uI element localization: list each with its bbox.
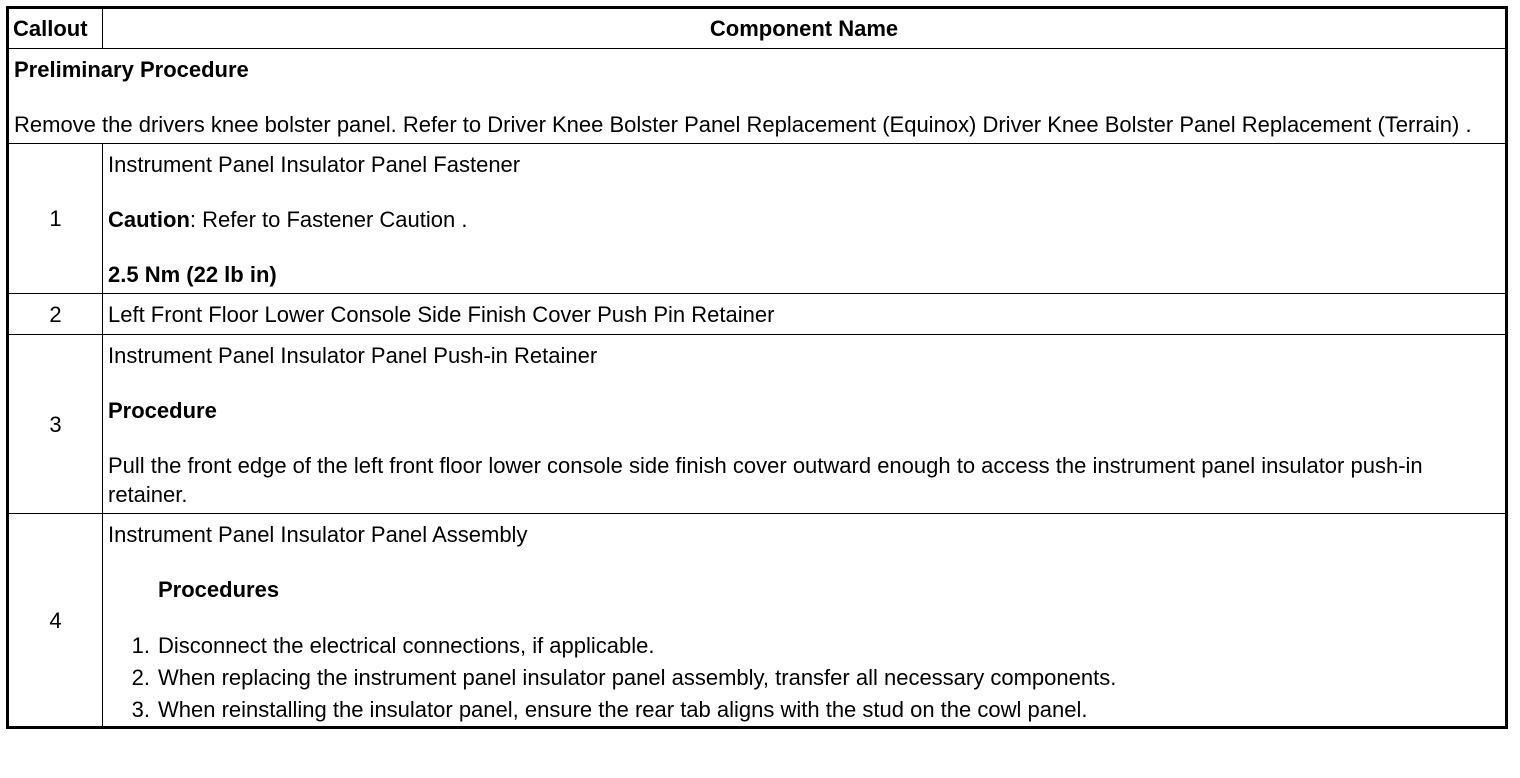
step-index: 2.	[131, 665, 150, 690]
component-cell	[103, 144, 1507, 294]
callout-number: 2	[8, 294, 103, 335]
caution-label: Caution	[108, 207, 190, 232]
step-text: When replacing the instrument panel insulator panel assembly, transfer all necessary components.	[158, 665, 1117, 690]
component-name: Left Front Floor Lower Console Side Finish Cover Push Pin Retainer	[103, 294, 1507, 335]
step-text: Disconnect the electrical connections, if applicable.	[158, 633, 655, 658]
step-index: 3.	[131, 697, 150, 722]
procedures-title: Procedures	[158, 577, 280, 602]
component-cell	[103, 335, 1507, 514]
preliminary-row	[8, 49, 1507, 144]
table-row	[8, 144, 1507, 294]
component-name: Instrument Panel Insulator Panel Fastener	[108, 152, 521, 177]
header-callout: Callout	[8, 8, 103, 49]
component-name: Instrument Panel Insulator Panel Push-in Retainer	[108, 343, 598, 368]
caution-text: : Refer to Fastener Caution .	[189, 207, 468, 232]
component-name: Instrument Panel Insulator Panel Assembly	[108, 522, 528, 547]
caution-note	[108, 205, 1500, 234]
preliminary-title: Preliminary Procedure	[14, 57, 249, 82]
header-row	[8, 8, 1507, 49]
list-item	[131, 694, 1500, 726]
step-text: When reinstalling the insulator panel, ensure the rear tab aligns with the stud on the cowl panel.	[158, 697, 1088, 722]
step-index: 1.	[131, 633, 150, 658]
list-item	[131, 662, 1500, 694]
component-table	[6, 6, 1508, 729]
table-row	[8, 294, 1507, 335]
table-row	[8, 514, 1507, 728]
callout-number: 4	[8, 514, 103, 728]
procedure-text: Pull the front edge of the left front floor lower console side finish cover outward enough to access the instrument panel insulator push-in retainer.	[108, 453, 1423, 507]
component-cell	[103, 514, 1507, 728]
table-row	[8, 335, 1507, 514]
callout-number: 1	[8, 144, 103, 294]
preliminary-text: Remove the drivers knee bolster panel. Refer to Driver Knee Bolster Panel Replacement (Equinox) Driver Knee Bolster Panel Replacement (Terrain) .	[14, 112, 1472, 137]
list-item	[131, 630, 1500, 662]
preliminary-cell	[8, 49, 1507, 144]
callout-number: 3	[8, 335, 103, 514]
procedure-steps	[108, 630, 1500, 726]
torque-spec: 2.5 Nm (22 lb in)	[108, 262, 277, 287]
procedure-title: Procedure	[108, 398, 217, 423]
header-component-name: Component Name	[103, 8, 1507, 49]
